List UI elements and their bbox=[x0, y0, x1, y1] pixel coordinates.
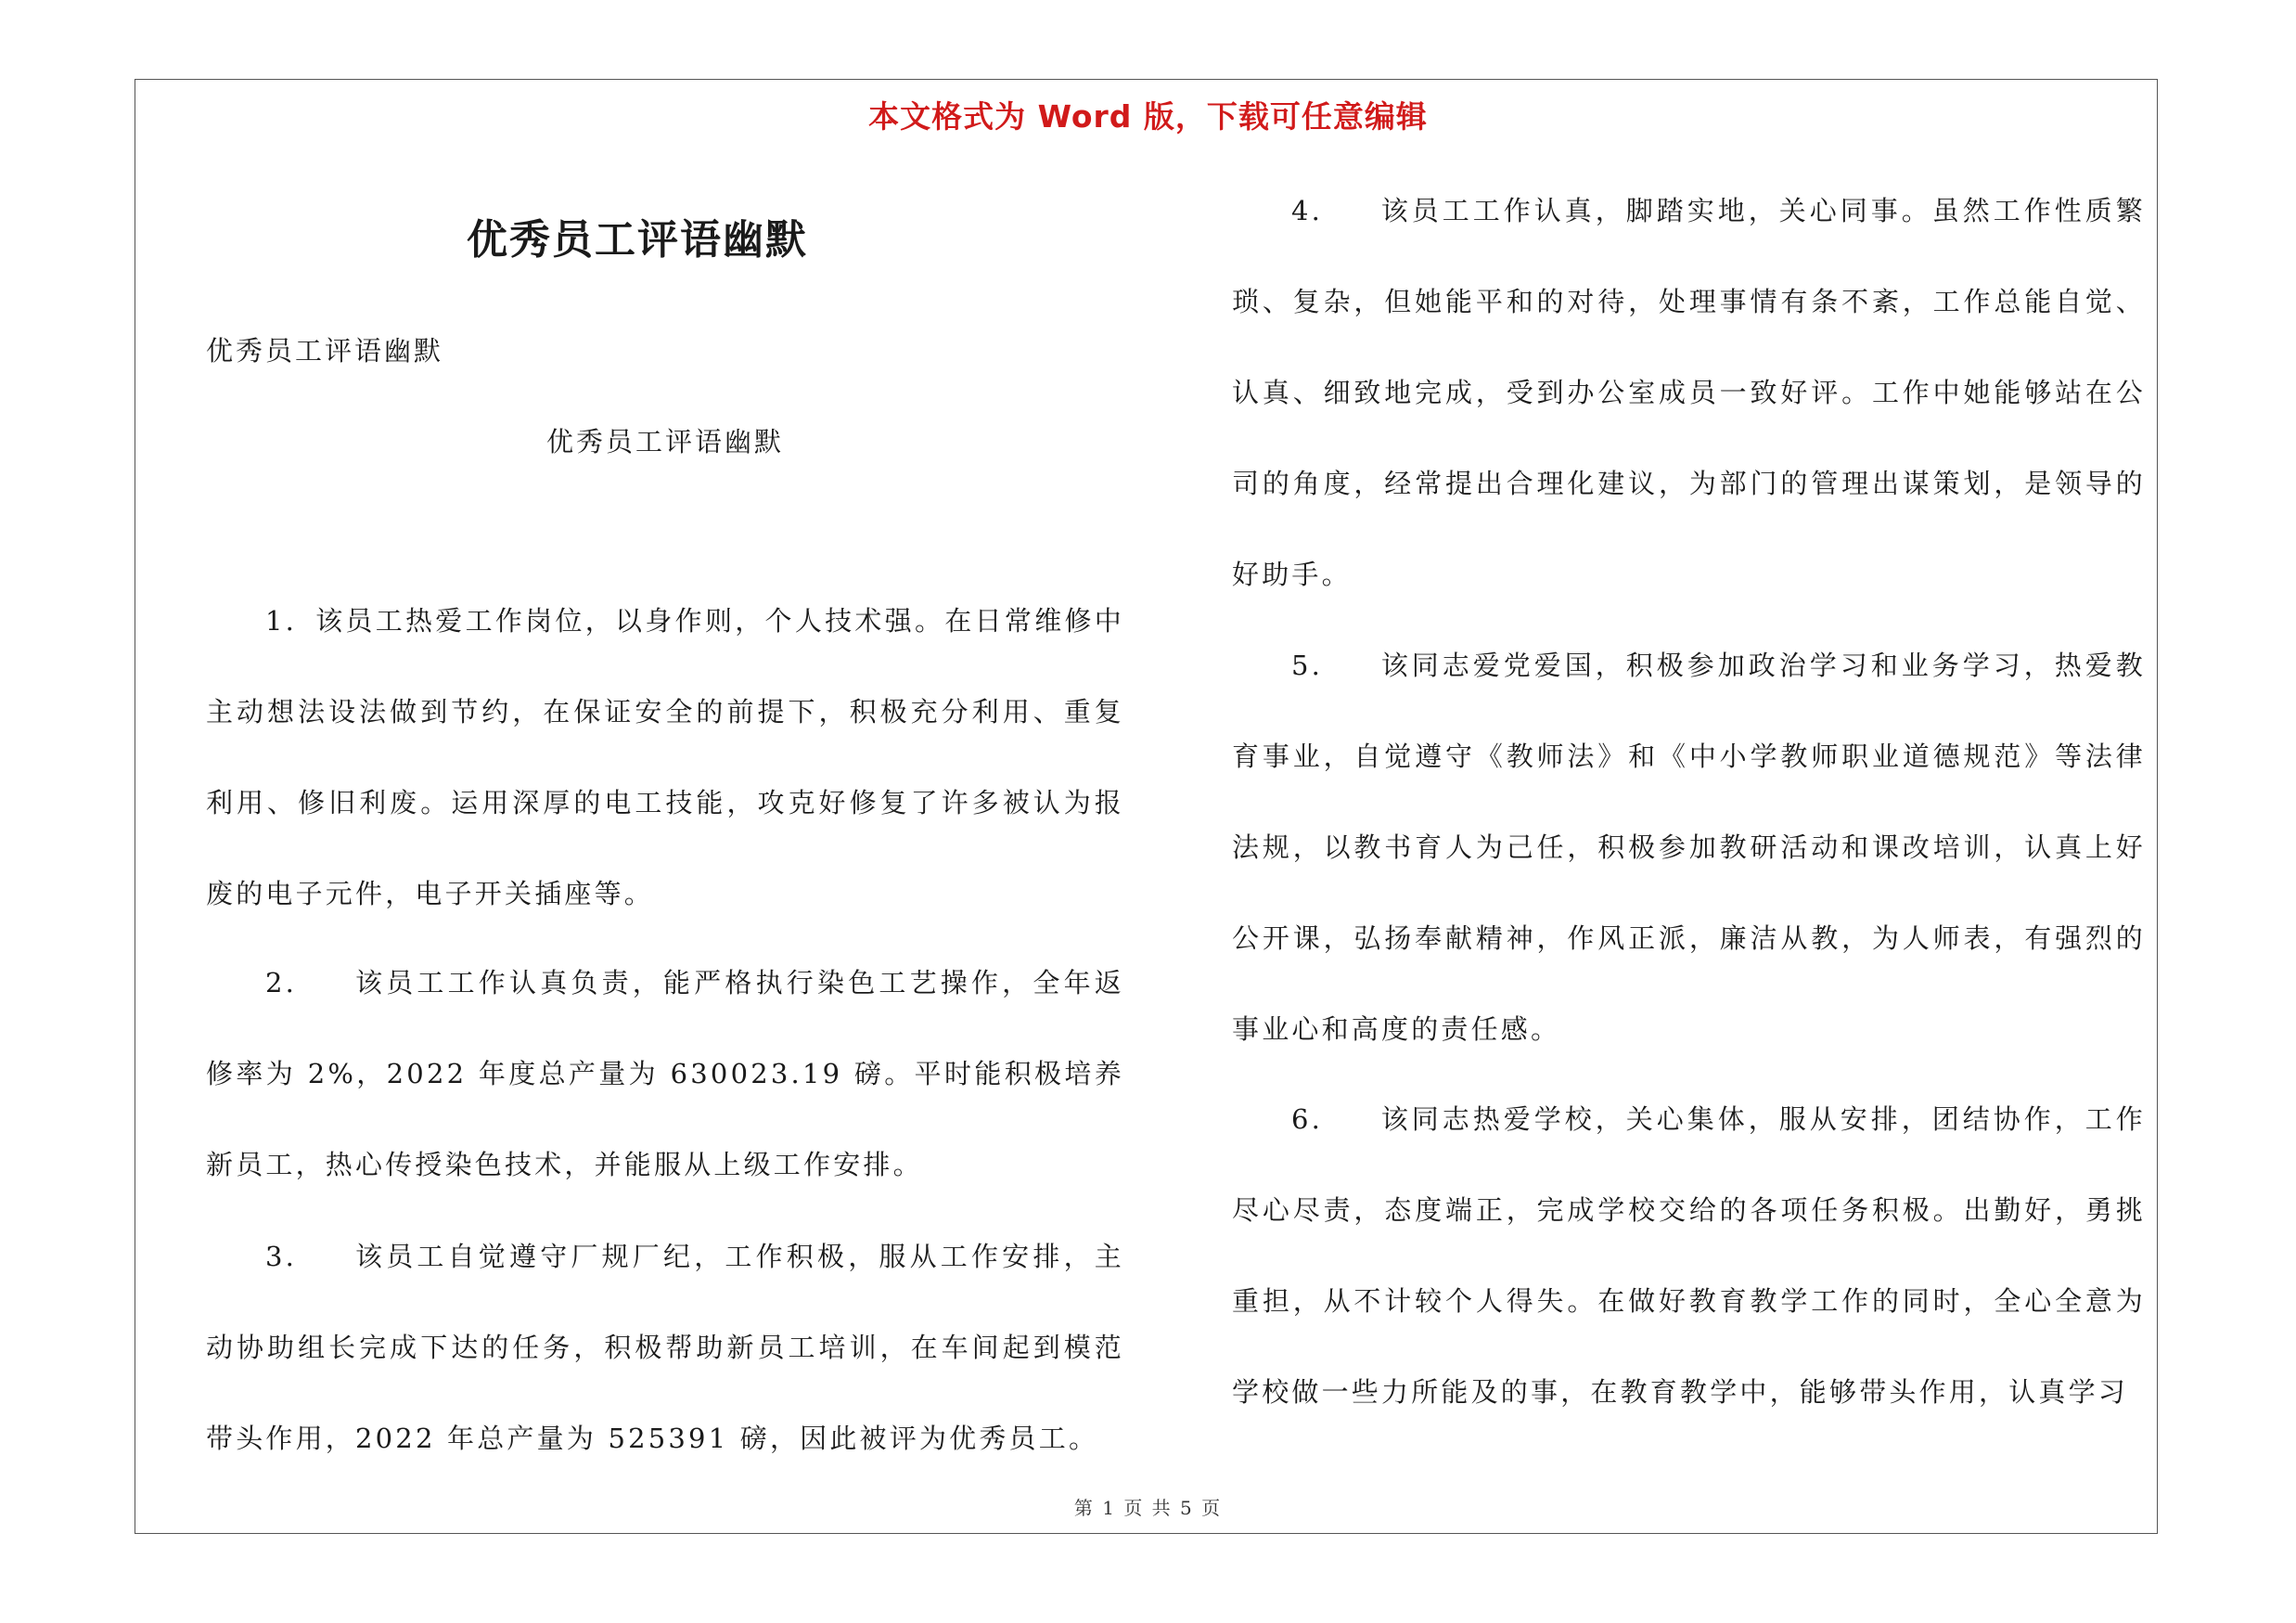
paragraph-1-text: 该员工热爱工作岗位，以身作则，个人技术强。在日常维修中主动想法设法做到节约，在保证安全的前提下，积极充分利用、重复利用、修旧利废。运用深厚的电工技能，攻克好修复了许多被认为报废的电子元件，电子开关插座等。 bbox=[206, 605, 1124, 909]
paragraph-3-number: 3. bbox=[265, 1241, 298, 1272]
subtitle-center: 优秀员工评语幽默 bbox=[545, 426, 784, 457]
paragraph-1 bbox=[206, 575, 1124, 939]
footer-middle: 页 共 bbox=[1123, 1497, 1173, 1519]
paragraph-2-number: 2. bbox=[265, 967, 298, 998]
paragraph-6-text: 该同志热爱学校，关心集体，服从安排，团结协作，工作尽心尽责，态度端正，完成学校交给的各项任务积极。出勤好，勇挑重担，从不计较个人得失。在做好教育教学工作的同时，全心全意为学校做一些力所能及的事，在教育教学中，能够带头作用，认真学习 bbox=[1232, 1103, 2146, 1408]
footer-total-pages: 5 bbox=[1180, 1497, 1194, 1519]
paragraph-3 bbox=[206, 1211, 1124, 1484]
paragraph-6 bbox=[1232, 1074, 2146, 1437]
footer-suffix: 页 bbox=[1201, 1497, 1223, 1519]
paragraph-4 bbox=[1232, 165, 2146, 620]
paragraph-4-number: 4. bbox=[1291, 195, 1324, 226]
paragraph-2-text: 该员工工作认真负责，能严格执行染色工艺操作，全年返修率为 2%，2022 年度总产量为 630023.19 磅。平时能积极培养新员工，热心传授染色技术，并能服从上级工作安排。 bbox=[206, 967, 1124, 1180]
footer-current-page: 1 bbox=[1102, 1497, 1116, 1519]
paragraph-5 bbox=[1232, 620, 2146, 1075]
paragraph-3-text: 该员工自觉遵守厂规厂纪，工作积极，服从工作安排，主动协助组长完成下达的任务，积极帮助新员工培训，在车间起到模范带头作用，2022 年总产量为 525391 磅，因此被评为优秀员工。 bbox=[206, 1241, 1124, 1454]
paragraph-5-text: 该同志爱党爱国，积极参加政治学习和业务学习，热爱教育事业，自觉遵守《教师法》和《中小学教师职业道德规范》等法律法规，以教书育人为己任，积极参加教研活动和课改培训，认真上好公开课，弘扬奉献精神，作风正派，廉洁从教，为人师表，有强烈的事业心和高度的责任感。 bbox=[1232, 650, 2146, 1045]
paragraph-6-number: 6. bbox=[1291, 1103, 1324, 1135]
subtitle-left: 优秀员工评语幽默 bbox=[206, 335, 444, 367]
paragraph-1-number: 1. bbox=[265, 605, 298, 637]
document-title: 优秀员工评语幽默 bbox=[467, 216, 808, 264]
paragraph-4-text: 该员工工作认真，脚踏实地，关心同事。虽然工作性质繁琐、复杂，但她能平和的对待，处理事情有条不紊，工作总能自觉、认真、细致地完成，受到办公室成员一致好评。工作中她能够站在公司的角度，经常提出合理化建议，为部门的管理出谋策划，是领导的好助手。 bbox=[1232, 195, 2146, 590]
paragraph-5-number: 5. bbox=[1291, 650, 1324, 681]
footer-prefix: 第 bbox=[1073, 1497, 1095, 1519]
word-format-banner: 本文格式为 Word 版，下载可任意编辑 bbox=[868, 98, 1428, 135]
paragraph-2 bbox=[206, 937, 1124, 1210]
page-footer bbox=[0, 1493, 2296, 1520]
